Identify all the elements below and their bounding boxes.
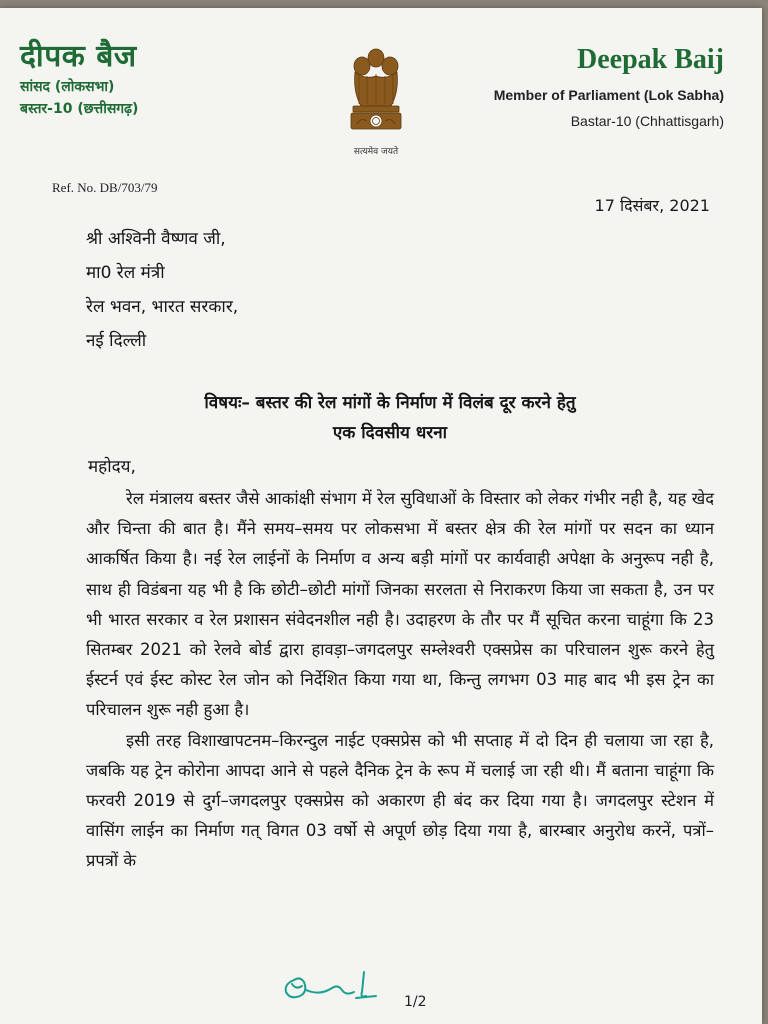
motto-text: सत्यमेव जयते (353, 147, 399, 157)
sender-role-hindi: सांसद (लोकसभा) (20, 79, 115, 95)
body-paragraph: इसी तरह विशाखापटनम–किरन्दुल नाईट एक्सप्रेस को भी सप्ताह में दो दिन ही चलाया जा रहा है, जबकि यह ट्रेन कोरोना आपदा आने से पहले दैनिक ट्रेन के रूप में चलाई जा रही थी। मैं बताना चाहूंगा कि फरवरी 2019 से दुर्ग–जगदलपुर एक्सप्रेस को अकारण ही बंद कर दिया गया है। जगदलपुर स्टेशन में वासिंग लाईन का निर्माण गत् विगत 03 वर्षो से अपूर्ण छोड़ दिया गया है, बारम्बार अनुरोध करनें, पत्रों–प्रपत्रों के (86, 730, 714, 871)
signature (280, 966, 390, 1010)
letter-date: 17 दिसंबर, 2021 (594, 196, 710, 215)
national-emblem (336, 46, 416, 157)
handwritten-signature-icon (280, 991, 390, 1010)
sender-role-english: Member of Parliament (Lok Sabha) (493, 87, 724, 103)
letter-body (86, 484, 714, 877)
addressee-line: नई दिल्ली (86, 331, 147, 351)
ashoka-emblem-icon (336, 46, 416, 142)
salutation: महोदय, (88, 457, 136, 477)
sender-constituency-hindi: बस्तर-10 (छत्तीसगढ़) (20, 101, 139, 117)
sender-constituency-english: Bastar-10 (Chhattisgarh) (570, 113, 724, 129)
addressee-block (86, 222, 238, 358)
addressee-line: रेल भवन, भारत सरकार, (86, 297, 239, 317)
subject-line-1: विषयः– बस्तर की रेल मांगों के निर्माण में विलंब दूर करने हेतु (204, 393, 576, 413)
sender-name-english: Deepak Baij (577, 44, 724, 75)
subject-line-2: एक दिवसीय धरना (332, 423, 448, 443)
page-number: 1/2 (404, 994, 427, 1010)
addressee-line: श्री अश्विनी वैष्णव जी, (86, 229, 226, 249)
sender-name-hindi: दीपक बैज (20, 39, 137, 74)
letterhead-english (494, 44, 724, 130)
body-paragraph: रेल मंत्रालय बस्तर जैसे आकांक्षी संभाग में रेल सुविधाओं के विस्तार को लेकर गंभीर नही है, यह खेद और चिन्ता की बात है। मैंने समय–समय पर लोकसभा में बस्तर क्षेत्र की रेल मांगों पर सदन का ध्यान आकर्षित किया है। नई रेल लाईनों के निर्माण व अन्य बड़ी मांगों पर कार्यवाही अपेक्षा के अनुरूप नही है, साथ ही विडंबना यह भी है कि छोटी–छोटी मांगों जिनका सरलता से निराकरण किया जा सकता है, उन पर भी भारत सरकार व रेल प्रशासन संवेदनशील नही है। उदाहरण के तौर पर मैं सूचित करना चाहूंगा कि 23 सितम्बर 2021 को रेलवे बोर्ड द्वारा हावड़ा–जगदलपुर सम्लेश्वरी एक्सप्रेस का परिचालन शुरू करने हेतु ईस्टर्न एवं ईस्ट कोस्ट रेल जोन को निर्देशित किया गया था, किन्तु लगभग 03 माह बाद भी इस ट्रेन का परिचालन शुरू नही हुआ है। (86, 489, 714, 720)
letterhead-hindi (20, 40, 138, 118)
reference-number: Ref. No. DB/703/79 (52, 180, 158, 195)
addressee-line: मा0 रेल मंत्री (86, 263, 165, 283)
subject-line (90, 388, 690, 448)
letter-page (0, 8, 762, 1024)
